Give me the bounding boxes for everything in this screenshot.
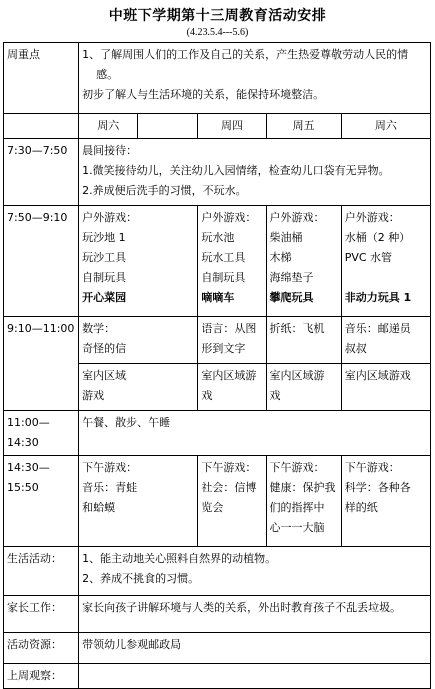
date-range: (4.23.5.4---5.6) <box>186 27 249 38</box>
focus-line-1: 1、了解周围人们的工作及自己的关系，产生热爱尊敬劳动人民的情 <box>82 48 409 61</box>
lunch-time: 11:00—14:30 <box>4 411 79 456</box>
afternoon-3-l3: 心一一大脑 <box>269 521 325 534</box>
outdoor-3-l0: 户外游戏： <box>269 211 325 224</box>
page-title: 中班下学期第十三周教育活动安排 <box>108 8 327 24</box>
indoor-1-l0: 室内区域 <box>82 369 127 382</box>
morning-line-2: 2.养成便后洗手的习惯，不玩水。 <box>82 184 247 197</box>
afternoon-cell-4 <box>341 456 430 547</box>
parent-row <box>4 596 431 633</box>
day-header-blank <box>4 114 79 139</box>
afternoon-4-l2: 样的纸 <box>344 501 378 514</box>
lesson-3-l0: 折纸：飞机 <box>269 322 325 335</box>
focus-row <box>4 43 431 114</box>
lesson-1-l1: 奇怪的信 <box>82 342 127 355</box>
afternoon-1-l0: 下午游戏： <box>82 461 138 474</box>
afternoon-3-l1: 健康：保护我 <box>269 481 336 494</box>
life-line-2: 2、养成不挑食的习惯。 <box>82 572 200 585</box>
morning-heading: 晨间接待： <box>82 144 138 157</box>
outdoor-time: 7:50—9:10 <box>4 206 79 317</box>
outdoor-4-l1: 水桶（2 种） <box>344 231 411 244</box>
afternoon-4-l0: 下午游戏： <box>344 461 400 474</box>
observe-label: 上周观察： <box>4 664 79 689</box>
outdoor-1-l0: 户外游戏： <box>82 211 138 224</box>
day-header-1: 周六 <box>79 114 138 139</box>
outdoor-3-l1: 柴油桶 <box>269 231 303 244</box>
outdoor-3-l2: 木梯 <box>269 251 292 264</box>
schedule-table <box>3 42 431 689</box>
afternoon-3-l2: 们的指挥中 <box>269 501 325 514</box>
focus-content <box>79 43 431 114</box>
lunch-row <box>4 411 431 456</box>
morning-content <box>79 139 431 206</box>
afternoon-1-l2: 和蛤蟆 <box>82 501 116 514</box>
lesson-4-l1: 叔叔 <box>344 342 367 355</box>
indoor-2-l1: 戏 <box>201 389 213 402</box>
lesson-cell-1 <box>79 317 198 364</box>
resource-text: 带领幼儿参观邮政局 <box>79 633 431 664</box>
indoor-3-l1: 戏 <box>269 389 281 402</box>
outdoor-4-l0: 户外游戏： <box>344 211 400 224</box>
outdoor-1-l2: 玩沙工具 <box>82 251 127 264</box>
lesson-row <box>4 317 431 364</box>
indoor-3-l0: 室内区域游 <box>269 369 325 382</box>
indoor-cell-3 <box>266 364 341 411</box>
lunch-text: 午餐、散步、午睡 <box>79 411 431 456</box>
life-line-1: 1、能主动地关心照料自然界的动植物。 <box>82 552 277 565</box>
afternoon-2-l2: 览会 <box>201 501 224 514</box>
life-content <box>79 547 431 596</box>
lesson-2-l1: 形到文字 <box>201 342 246 355</box>
morning-time: 7:30—7:50 <box>4 139 79 206</box>
indoor-4-l0: 室内区域游戏 <box>344 369 411 382</box>
outdoor-3-l3: 海绵垫子 <box>269 271 314 284</box>
afternoon-3-l0: 下午游戏： <box>269 461 325 474</box>
life-row <box>4 547 431 596</box>
afternoon-2-l0: 下午游戏： <box>201 461 257 474</box>
afternoon-1-l1: 音乐：青蛙 <box>82 481 138 494</box>
outdoor-1-l1: 玩沙地 1 <box>82 231 126 244</box>
afternoon-4-l1: 科学：各种各 <box>344 481 411 494</box>
outdoor-cell-3 <box>266 206 341 317</box>
focus-line-2: 初步了解人与生活环境的关系，能保持环境整洁。 <box>82 88 325 101</box>
resource-row <box>4 633 431 664</box>
outdoor-3-bold: 攀爬玩具 <box>269 291 314 304</box>
lesson-cell-3 <box>266 317 341 364</box>
outdoor-4-l3 <box>345 268 427 288</box>
morning-row <box>4 139 431 206</box>
outdoor-2-l2: 玩水工具 <box>201 251 246 264</box>
morning-line-1: 1.微笑接待幼儿，关注幼儿入园情绪，检查幼儿口袋有无异物。 <box>82 164 390 177</box>
outdoor-2-bold: 嘀嘀车 <box>201 291 235 304</box>
day-header-row <box>4 114 431 139</box>
outdoor-1-bold: 开心菜园 <box>82 291 127 304</box>
lesson-4-l0: 音乐：邮递员 <box>344 322 411 335</box>
outdoor-cell-2 <box>198 206 266 317</box>
afternoon-time: 14:30—15:50 <box>4 456 79 547</box>
outdoor-cell-1 <box>79 206 198 317</box>
observe-text <box>79 664 431 689</box>
indoor-cell-1 <box>79 364 198 411</box>
afternoon-cell-1 <box>79 456 198 547</box>
lesson-cell-4 <box>341 317 430 364</box>
outdoor-4-bold: 非动力玩具 1 <box>344 291 412 304</box>
afternoon-2-l1: 社会：信博 <box>201 481 257 494</box>
outdoor-1-l3: 自制玩具 <box>82 271 127 284</box>
lesson-1-l0: 数学： <box>82 322 116 335</box>
day-header-gap <box>138 114 198 139</box>
observe-row <box>4 664 431 689</box>
indoor-cell-4 <box>341 364 430 411</box>
outdoor-row <box>4 206 431 317</box>
parent-text: 家长向孩子讲解环境与人类的关系，外出时教育孩子不乱丢垃圾。 <box>79 596 431 633</box>
outdoor-cell-4 <box>341 206 430 317</box>
parent-label: 家长工作： <box>4 596 79 633</box>
lesson-2-l0: 语言：从图 <box>201 322 257 335</box>
lesson-cell-2 <box>198 317 266 364</box>
indoor-1-l1: 游戏 <box>82 389 105 402</box>
resource-label: 活动资源： <box>4 633 79 664</box>
day-header-4: 周六 <box>341 114 430 139</box>
outdoor-4-l2: PVC 水管 <box>344 251 393 264</box>
outdoor-2-l0: 户外游戏： <box>201 211 257 224</box>
day-header-3: 周五 <box>266 114 341 139</box>
lesson-time: 9:10—11:00 <box>4 317 79 411</box>
indoor-cell-2 <box>198 364 266 411</box>
afternoon-cell-3 <box>266 456 341 547</box>
day-header-2: 周四 <box>198 114 266 139</box>
afternoon-cell-2 <box>198 456 266 547</box>
life-label: 生活活动： <box>4 547 79 596</box>
outdoor-2-l1: 玩水池 <box>201 231 235 244</box>
focus-line-1b: 感。 <box>96 68 119 81</box>
indoor-2-l0: 室内区域游 <box>201 369 257 382</box>
afternoon-row <box>4 456 431 547</box>
outdoor-2-l3: 自制玩具 <box>201 271 246 284</box>
focus-label: 周重点 <box>4 43 79 114</box>
